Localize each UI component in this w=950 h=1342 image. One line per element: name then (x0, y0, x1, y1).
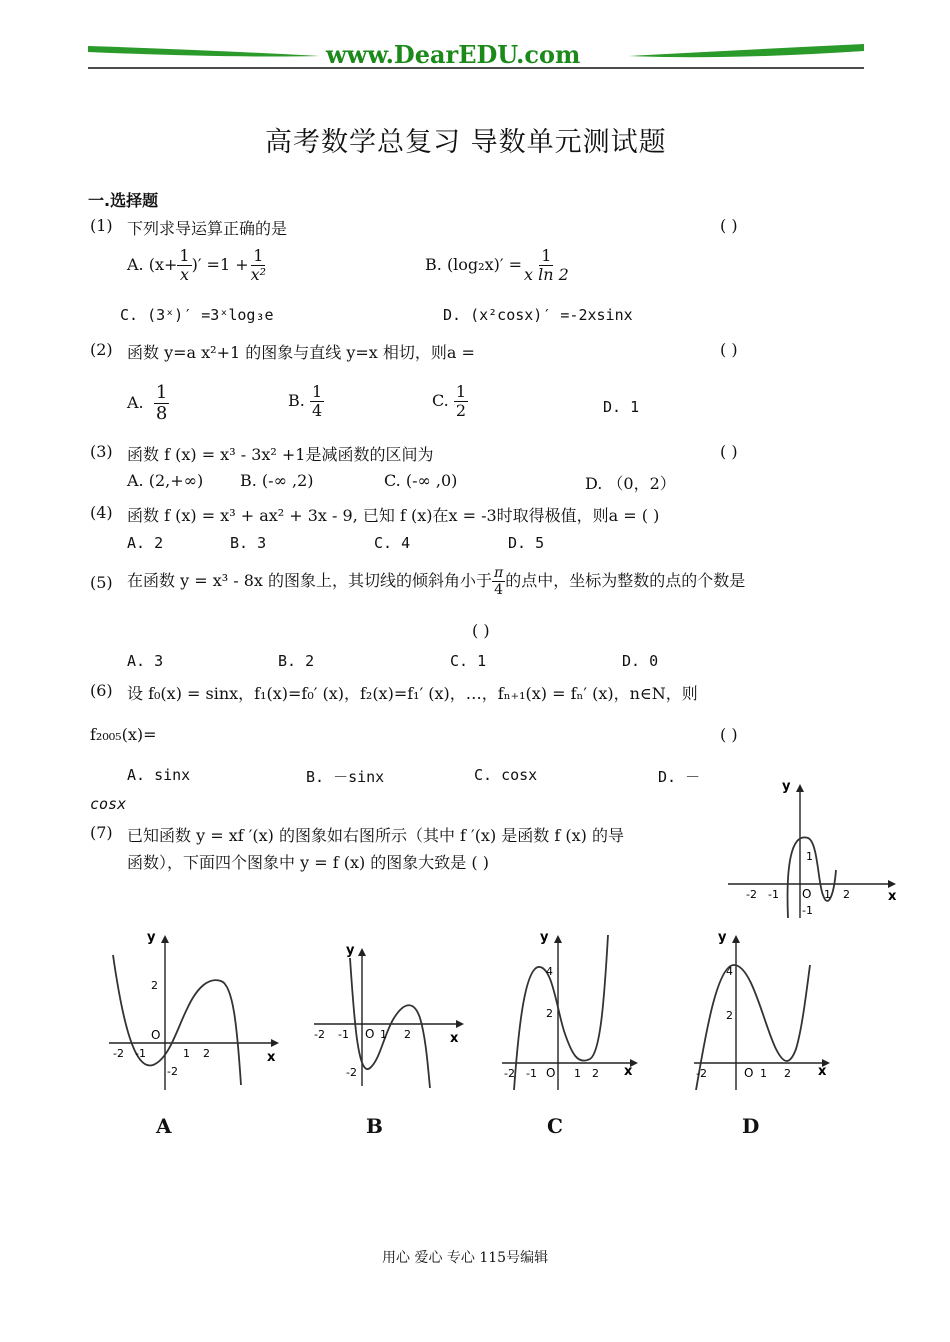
q6-option-a: A. sinx (127, 766, 191, 784)
q6-option-c: C. cosx (474, 766, 538, 784)
q2-number: (2) (90, 340, 113, 359)
b-tick-2: -1 (338, 1028, 349, 1041)
q2-paren: ( ) (720, 340, 738, 359)
q2-option-b: B. $\frac{1}{4}$ (288, 382, 323, 420)
c-tick-5: 2 (546, 1007, 553, 1020)
q4-option-c: C. 4 (374, 534, 411, 552)
main-tick-2: -1 (768, 888, 779, 901)
q1-option-a: A. (x+ $\frac{1}{x}$ )′ =1 + $\frac{1}{\text{x²}}$ (127, 246, 267, 284)
q6-option-b: B. －sinx (306, 768, 385, 786)
q2-option-d: D. 1 (603, 398, 640, 416)
a-tick-2: -1 (135, 1047, 146, 1060)
d-tick-1: -2 (696, 1067, 707, 1080)
d-origin: O (744, 1066, 754, 1080)
main-x-label: x (888, 889, 897, 904)
a-origin: O (151, 1028, 161, 1042)
main-y-label: y (782, 779, 791, 794)
section-heading: 一.选择题 (88, 191, 159, 210)
main-origin: O (802, 887, 812, 901)
c-tick-4: 2 (592, 1067, 599, 1080)
q5-option-c: C. 1 (450, 652, 487, 670)
b-tick-3: 1 (380, 1028, 387, 1041)
site-name: www.DearEDU.com (326, 40, 581, 69)
b-origin: O (365, 1027, 375, 1041)
b-y-label: y (346, 943, 355, 958)
q6-line2: f₂₀₀₅(x)= (90, 725, 157, 744)
d-tick-2: 1 (760, 1067, 767, 1080)
q1-option-d: D. (x²cosx)′ =-2xsinx (443, 306, 633, 324)
b-tick-5: -2 (346, 1066, 357, 1079)
q5-paren: ( ) (472, 621, 490, 640)
b-x-label: x (450, 1031, 459, 1046)
q6-paren: ( ) (720, 725, 738, 744)
q2-option-c: C. $\frac{1}{2}$ (432, 382, 467, 420)
a-tick-3: 1 (183, 1047, 190, 1060)
c-tick-6: 4 (546, 965, 553, 978)
q1-option-c: C. (3ˣ)′ =3ˣlog₃e (120, 306, 274, 324)
q3-option-d: D. （0，2） (585, 474, 676, 493)
d-y-label: y (718, 930, 727, 945)
q4-option-d: D. 5 (508, 534, 545, 552)
q3-option-c: C. (-∞ ,0) (384, 471, 458, 490)
q7-line2: 函数），下面四个图象中 y = f (x) 的图象大致是 ( ) (127, 853, 489, 872)
page-footer: 用心 爱心 专心 115号编辑 (382, 1250, 549, 1266)
q4-number: (4) (90, 503, 113, 522)
a-tick-5: 2 (151, 979, 158, 992)
d-tick-3: 2 (784, 1067, 791, 1080)
graph-b (310, 938, 470, 1088)
q6-stem: 设 f₀(x) = sinx，f₁(x)=f₀′ (x)，f₂(x)=f₁′ (x)，…，fₙ₊₁(x) = fₙ′ (x)，n∈N，则 (127, 684, 698, 703)
graph-a (105, 925, 285, 1090)
d-tick-4: 2 (726, 1009, 733, 1022)
q6-option-d-cont: cosx (90, 795, 127, 813)
graph-d-label: D (742, 1114, 760, 1138)
q4-stem: 函数 f (x) = x³ + ax² + 3x - 9, 已知 f (x)在x = -3时取得极值，则a = ( ) (127, 506, 660, 525)
main-tick-3: 1 (824, 888, 831, 901)
d-x-label: x (818, 1064, 827, 1079)
q6-option-d: D. － (658, 768, 701, 786)
q1-option-b: B. (log₂x)′ = $\frac{1}{\text{x ln 2}}$ (425, 246, 569, 284)
q7-number: (7) (90, 823, 113, 842)
c-tick-2: -1 (526, 1067, 537, 1080)
d-tick-5: 4 (726, 965, 733, 978)
b-tick-4: 2 (404, 1028, 411, 1041)
q3-number: (3) (90, 442, 113, 461)
a-tick-4: 2 (203, 1047, 210, 1060)
q2-option-a: A. $\frac{1}{8}$ (127, 382, 168, 424)
a-x-label: x (267, 1050, 276, 1065)
q1-paren: ( ) (720, 216, 738, 235)
q5-number: (5) (90, 573, 113, 592)
main-tick-4: 2 (843, 888, 850, 901)
q3-option-a: A. (2,+∞) (127, 471, 204, 490)
graph-main (728, 770, 903, 920)
page-title: 高考数学总复习 导数单元测试题 (265, 127, 667, 158)
q3-option-b: B. (-∞ ,2) (240, 471, 314, 490)
q5-option-b: B. 2 (278, 652, 315, 670)
q5-option-a: A. 3 (127, 652, 164, 670)
graph-a-label: A (156, 1114, 172, 1138)
c-tick-1: -2 (504, 1067, 515, 1080)
q4-option-b: B. 3 (230, 534, 267, 552)
q1-number: (1) (90, 216, 113, 235)
q6-number: (6) (90, 681, 113, 700)
main-tick-6: -1 (802, 904, 813, 917)
main-tick-5: 1 (806, 850, 813, 863)
b-tick-1: -2 (314, 1028, 325, 1041)
c-tick-3: 1 (574, 1067, 581, 1080)
c-y-label: y (540, 930, 549, 945)
header-banner (88, 38, 864, 72)
graph-b-label: B (366, 1114, 383, 1138)
q3-paren: ( ) (720, 442, 738, 461)
q3-stem: 函数 f (x) = x³ - 3x² +1是减函数的区间为 (127, 445, 434, 464)
graph-c-label: C (547, 1114, 563, 1138)
q5-option-d: D. 0 (622, 652, 659, 670)
main-tick-1: -2 (746, 888, 757, 901)
c-origin: O (546, 1066, 556, 1080)
graph-d (690, 925, 840, 1090)
q5-stem: 在函数 y = x³ - 8x 的图象上，其切线的倾斜角小于 $\frac{\pi}{4}$ 的点中，坐标为整数的点的个数是 (127, 565, 746, 598)
a-tick-1: -2 (113, 1047, 124, 1060)
q7-line1: 已知函数 y = xf ′(x) 的图象如右图所示（其中 f ′(x) 是函数 f (x) 的导 (127, 826, 624, 845)
graph-c (498, 925, 648, 1090)
a-tick-6: -2 (167, 1065, 178, 1078)
q1-stem: 下列求导运算正确的是 (127, 219, 288, 238)
q4-option-a: A. 2 (127, 534, 164, 552)
a-y-label: y (147, 930, 156, 945)
q2-stem: 函数 y=a x²+1 的图象与直线 y=x 相切，则a = (127, 343, 475, 362)
c-x-label: x (624, 1064, 633, 1079)
